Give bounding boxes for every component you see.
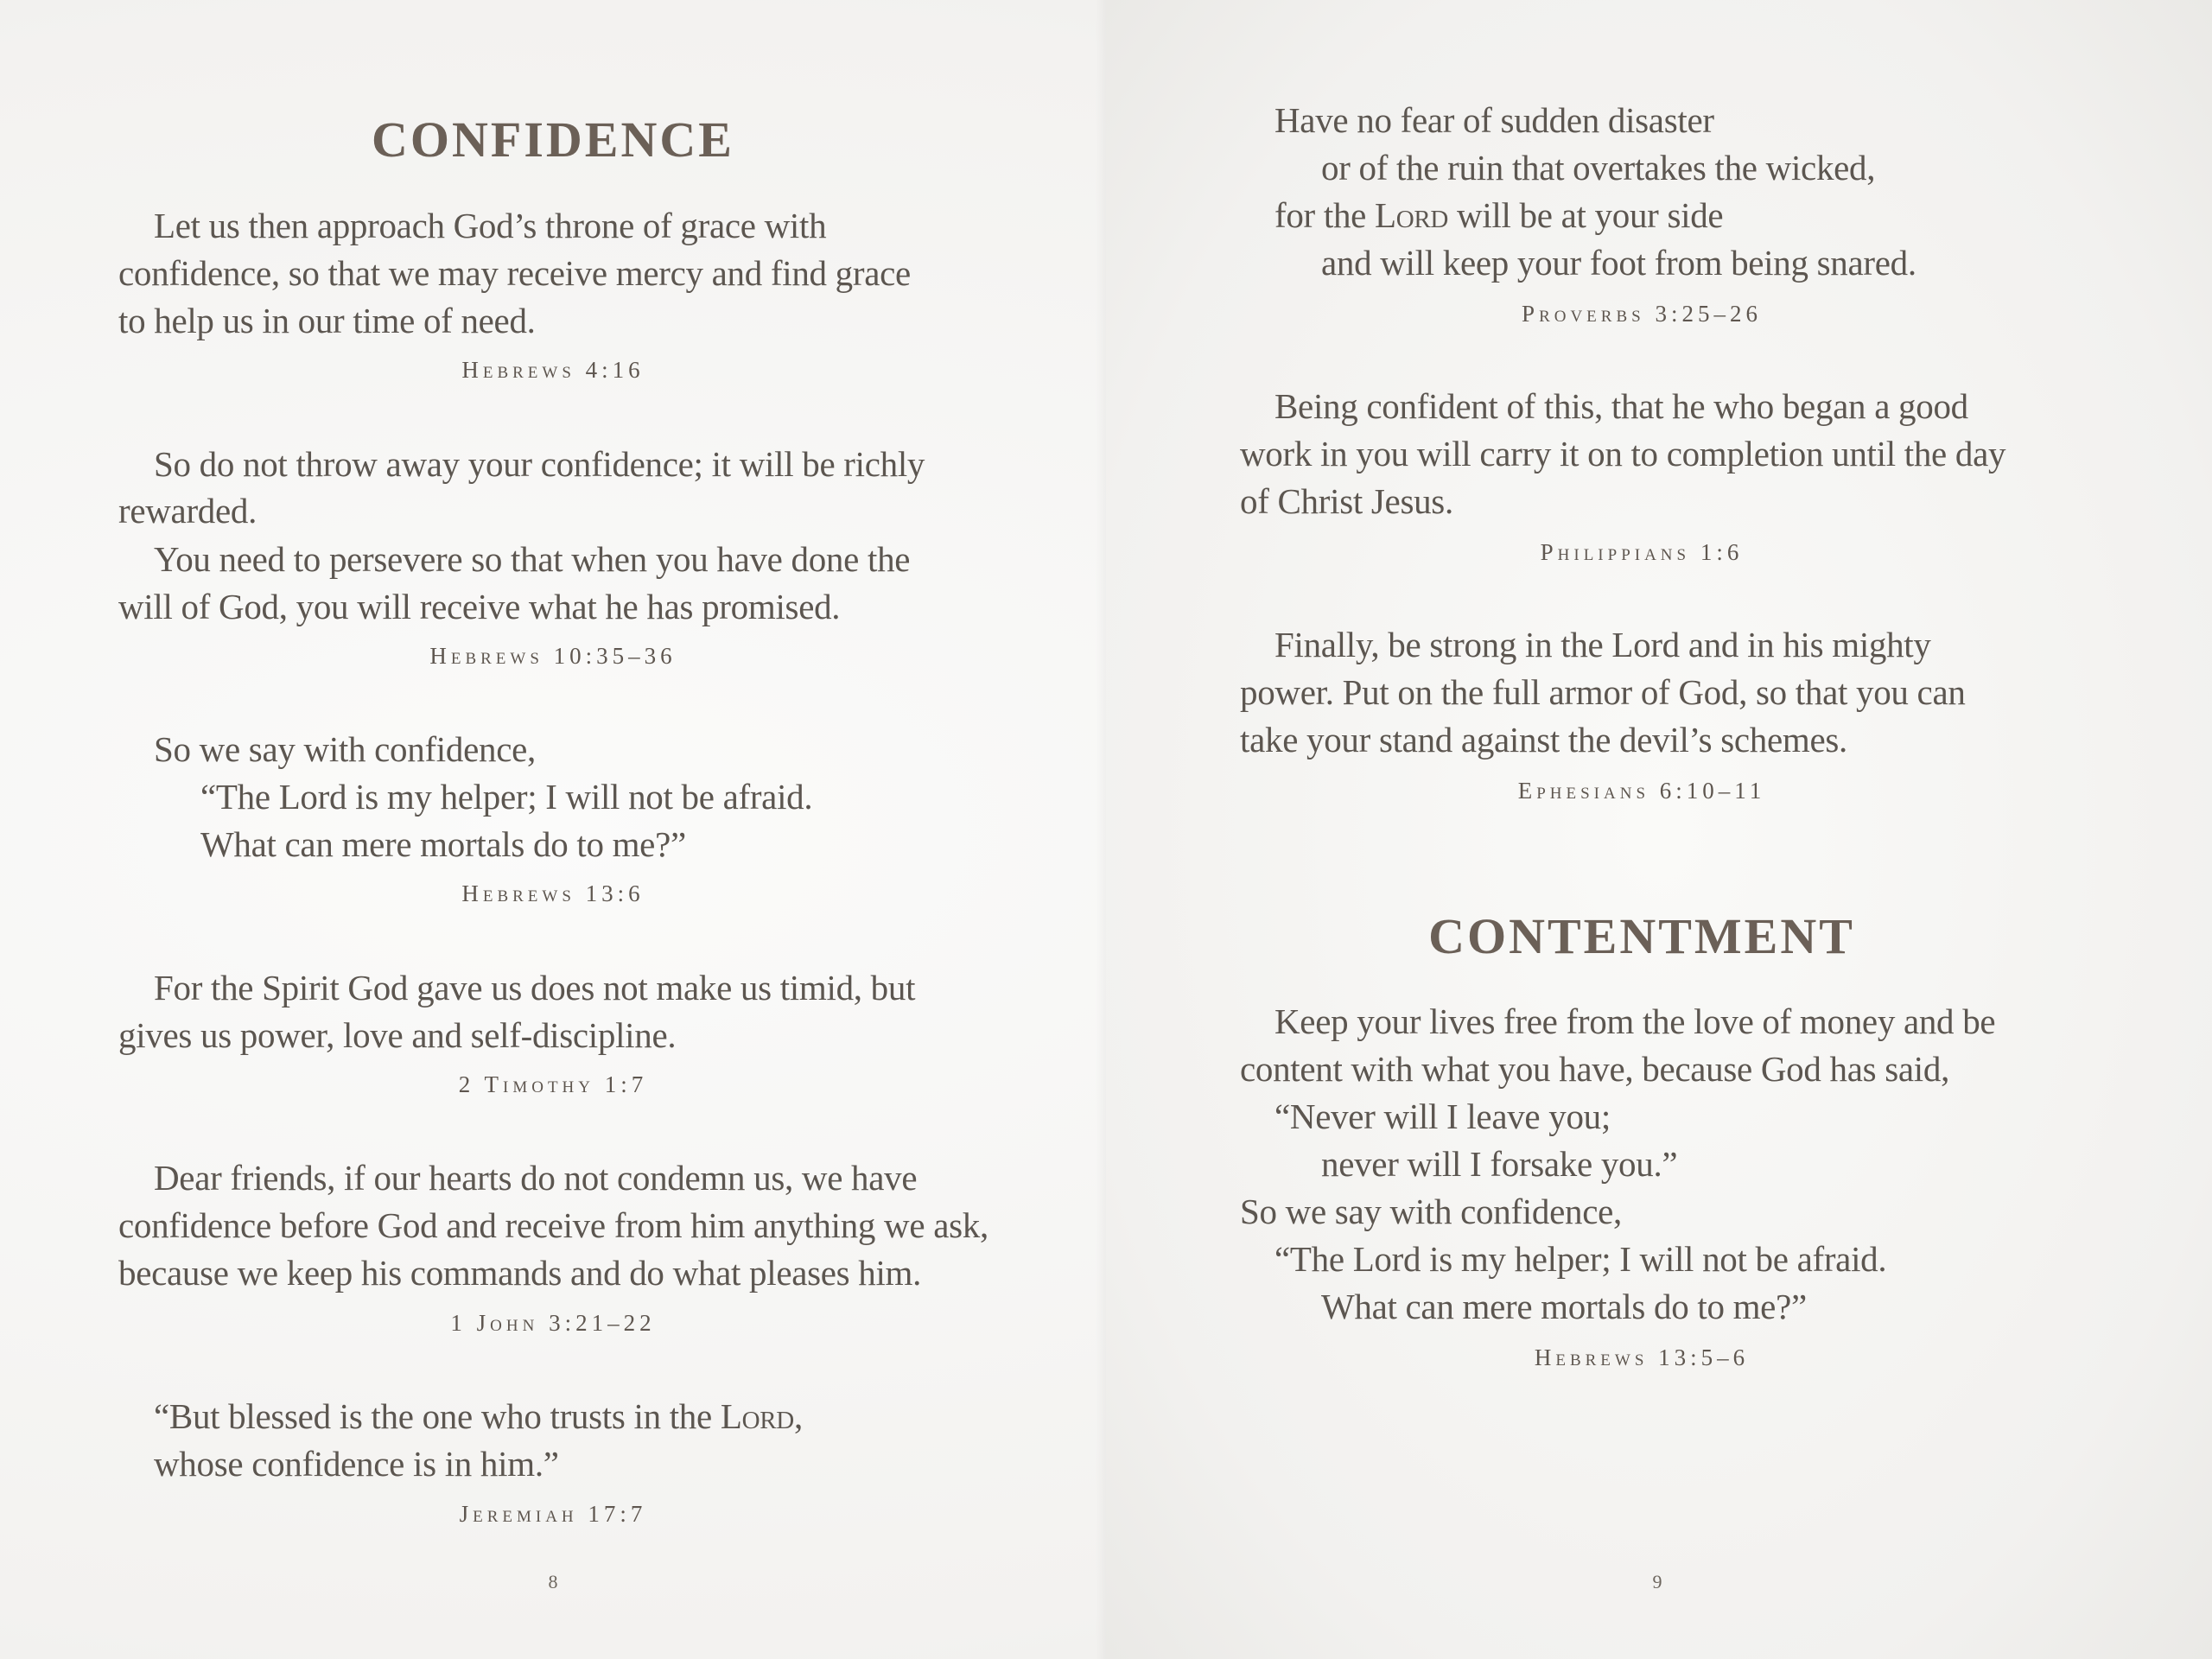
scripture-reference: 2 Timothy 1:7 — [458, 1071, 648, 1097]
scripture-reference: Jeremiah 17:7 — [459, 1501, 647, 1527]
passage-line: So we say with confidence, — [1240, 1192, 1622, 1231]
passage-line: “Never will I leave you; — [1274, 1096, 1611, 1136]
passage-line: Being confident of this, that he who began a good — [1274, 386, 1968, 426]
passage-line: confidence before God and receive from him anything we ask, — [118, 1205, 988, 1245]
lord-small-caps: Lord — [1375, 195, 1449, 235]
passage-line: gives us power, love and self-discipline. — [118, 1015, 677, 1055]
line-text: for the — [1274, 195, 1375, 235]
scripture-reference: Hebrews 4:16 — [461, 357, 645, 383]
scripture-reference: Hebrews 13:6 — [461, 880, 645, 906]
passage-line: So we say with confidence, — [154, 729, 536, 769]
passage-line: Finally, be strong in the Lord and in his mighty — [1274, 625, 1931, 664]
passage-line: “The Lord is my helper; I will not be afraid. — [1274, 1239, 1887, 1279]
passage-line: content with what you have, because God has said, — [1240, 1049, 1950, 1089]
right-page — [1106, 0, 2212, 1659]
passage-line: Keep your lives free from the love of money and be — [1274, 1001, 1996, 1041]
section-heading-confidence: CONFIDENCE — [372, 111, 734, 168]
passage-line: Have no fear of sudden disaster — [1274, 100, 1714, 140]
passage-line: Dear friends, if our hearts do not condemn us, we have — [154, 1158, 918, 1198]
page-number: 8 — [548, 1571, 558, 1592]
scripture-reference: Ephesians 6:10–11 — [1517, 778, 1766, 804]
passage-line: work in you will carry it on to completion until the day — [1240, 434, 2006, 474]
passage-line: take your stand against the devil’s schemes. — [1240, 720, 1847, 760]
passage-line: What can mere mortals do to me?” — [200, 824, 686, 864]
passage-line: What can mere mortals do to me?” — [1321, 1287, 1807, 1326]
passage-line: You need to persevere so that when you have done the — [154, 539, 911, 579]
section-heading-contentment: CONTENTMENT — [1428, 908, 1855, 964]
scripture-reference: Hebrews 10:35–36 — [429, 643, 677, 669]
passage-line: “The Lord is my helper; I will not be afraid. — [200, 777, 813, 817]
passage-line: Let us then approach God’s throne of grace with — [154, 206, 827, 245]
passage-line: of Christ Jesus. — [1240, 481, 1453, 521]
line-text: , — [793, 1396, 803, 1436]
passage-line: whose confidence is in him.” — [154, 1444, 559, 1484]
page-number: 9 — [1652, 1571, 1662, 1592]
passage-line — [1274, 192, 1723, 239]
passage-line: and will keep your foot from being snared. — [1321, 243, 1916, 283]
passage-line: power. Put on the full armor of God, so that you can — [1240, 672, 1966, 712]
passage-line: will of God, you will receive what he has promised. — [118, 587, 841, 626]
passage-line: rewarded. — [118, 491, 257, 531]
line-text: “But blessed is the one who trusts in the — [154, 1396, 721, 1436]
passage-line: because we keep his commands and do what pleases him. — [118, 1253, 922, 1293]
passage-line: So do not throw away your confidence; it will be richly — [154, 444, 925, 484]
scripture-reference: 1 John 3:21–22 — [450, 1310, 656, 1336]
passage-line: For the Spirit God gave us does not make us timid, but — [154, 968, 916, 1007]
scripture-reference: Hebrews 13:5–6 — [1534, 1344, 1750, 1370]
line-text: will be at your side — [1448, 195, 1724, 235]
passage-line — [154, 1393, 803, 1440]
passage-line: confidence, so that we may receive mercy and find grace — [118, 253, 911, 293]
scripture-reference: Philippians 1:6 — [1540, 539, 1744, 565]
passage-line: or of the ruin that overtakes the wicked, — [1321, 148, 1876, 188]
scripture-reference: Proverbs 3:25–26 — [1522, 301, 1762, 327]
passage-line: to help us in our time of need. — [118, 301, 536, 340]
lord-small-caps: Lord — [720, 1396, 794, 1436]
passage-line: never will I forsake you.” — [1321, 1144, 1678, 1184]
